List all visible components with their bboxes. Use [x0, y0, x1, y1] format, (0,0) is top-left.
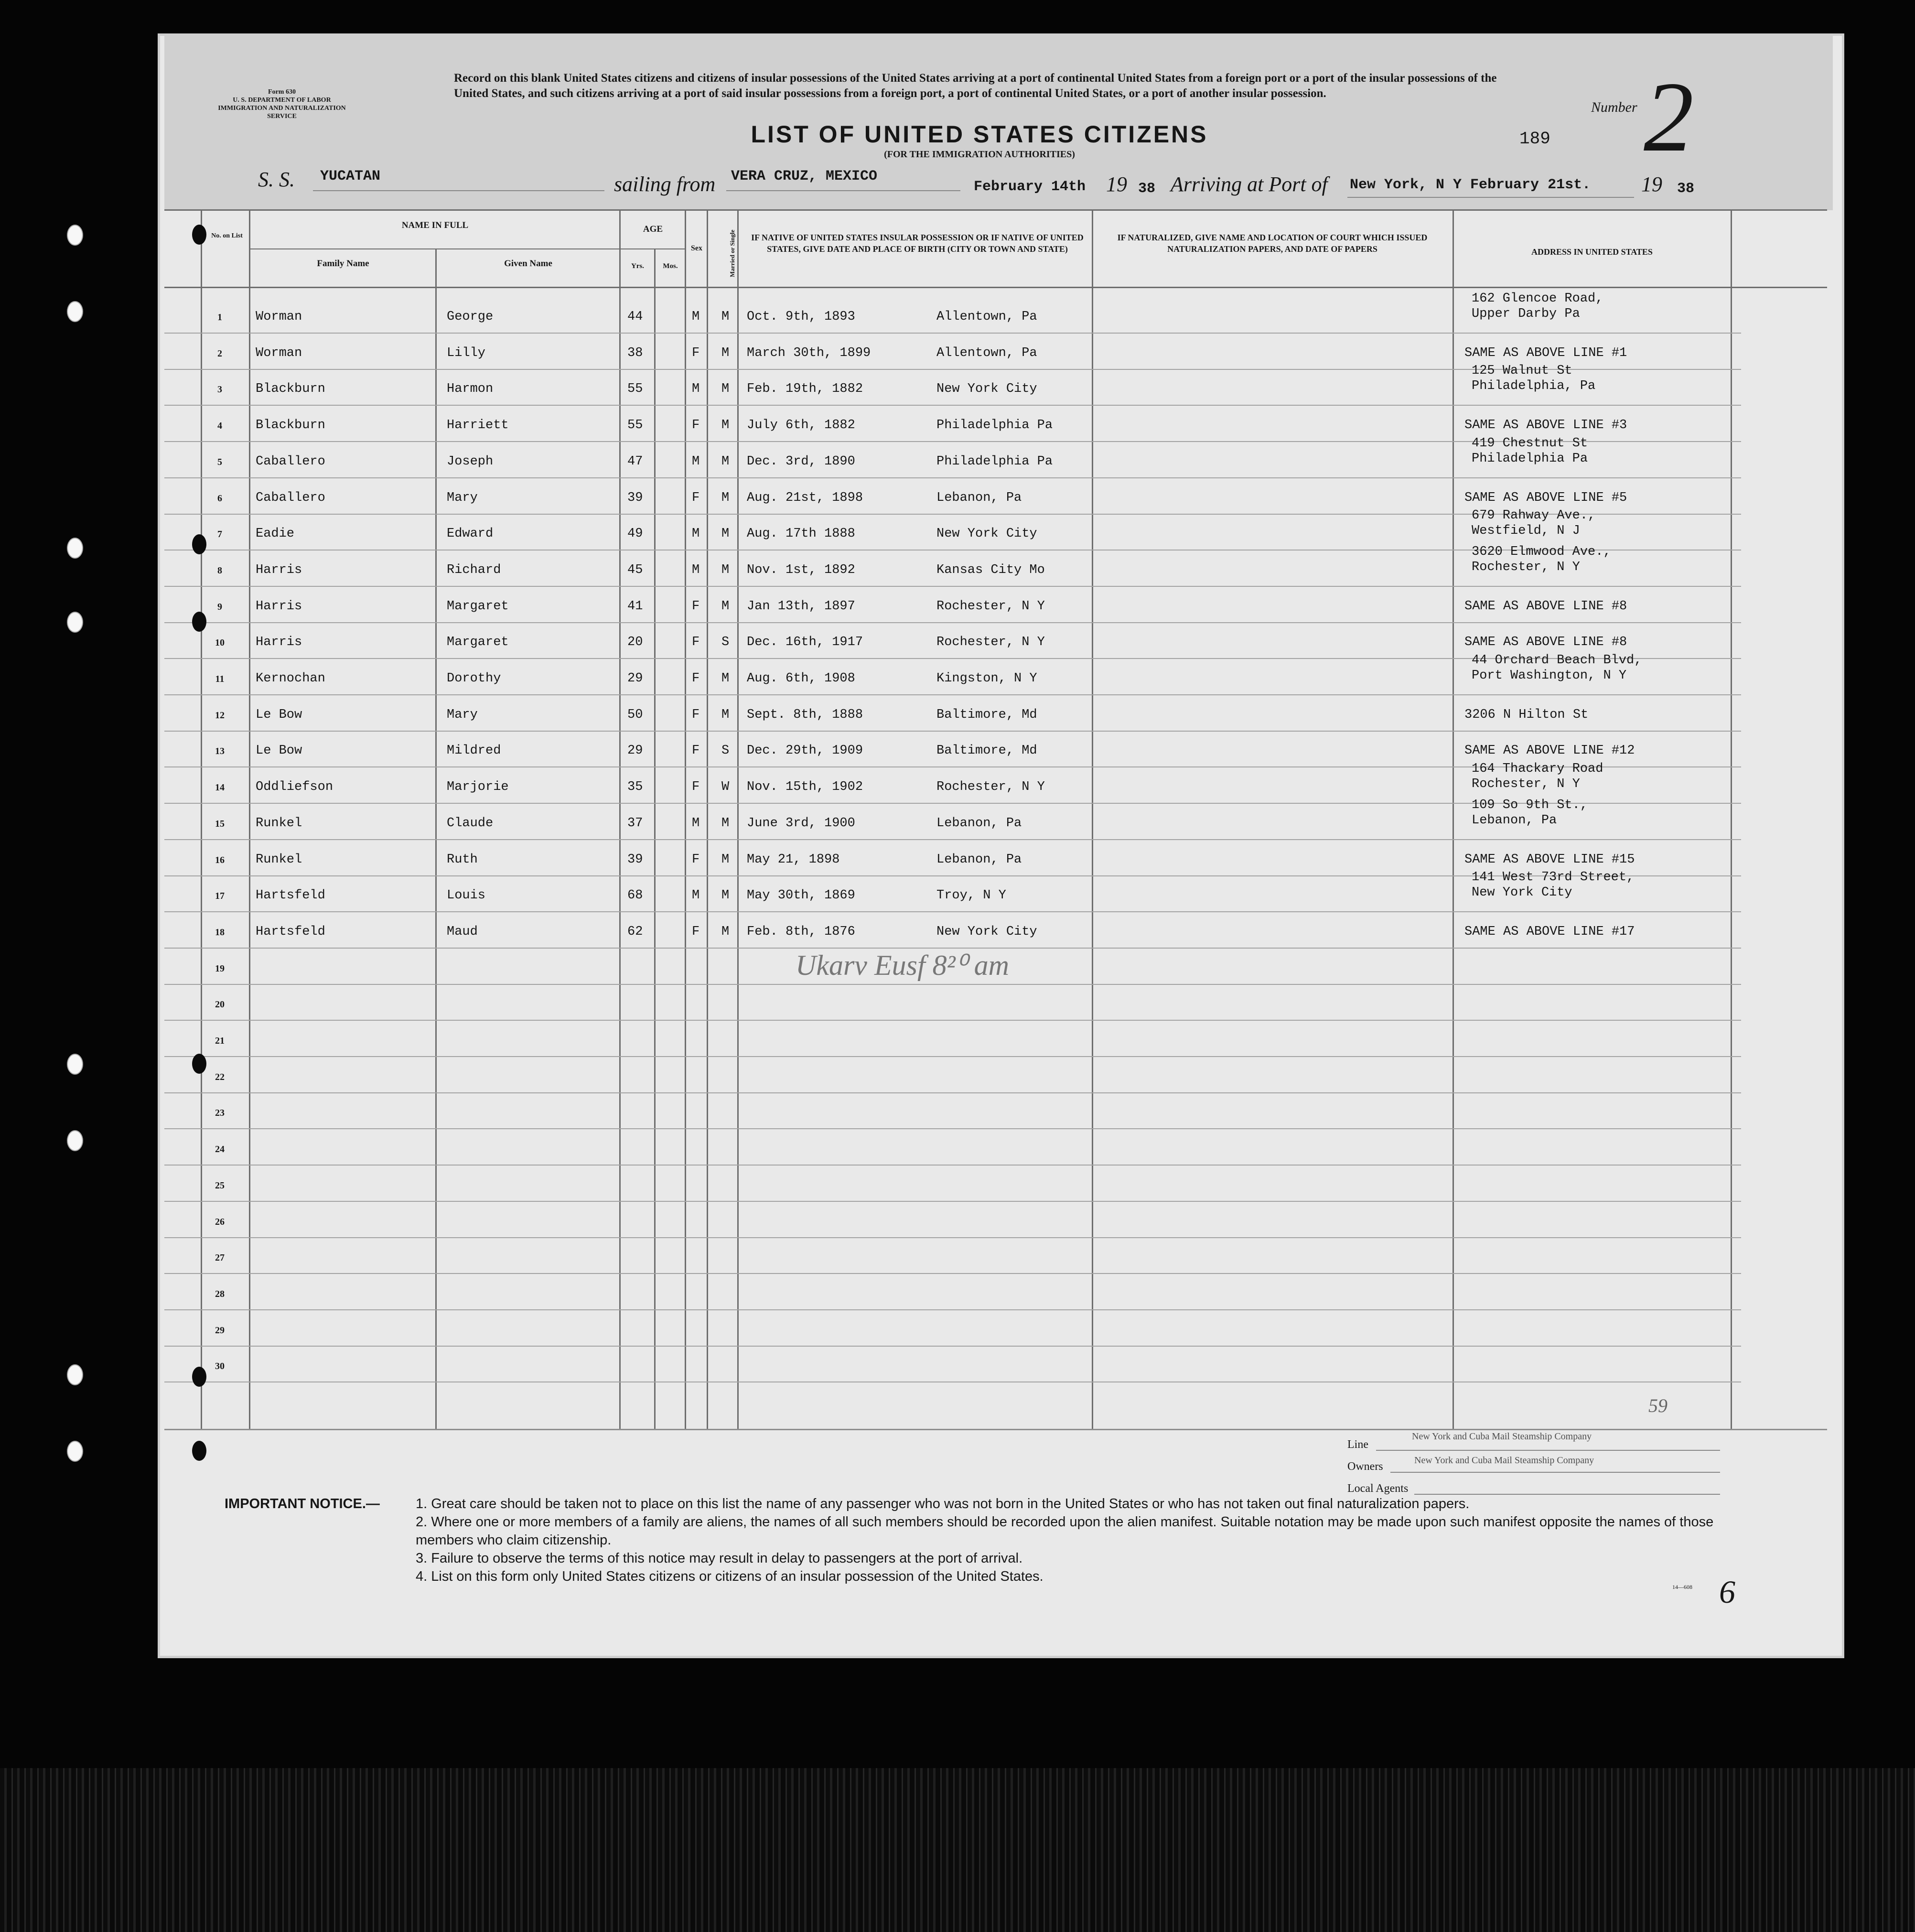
owners-underline [1390, 1472, 1720, 1473]
address-line-2: Port Washington, N Y [1472, 669, 1627, 683]
sex: M [692, 563, 700, 577]
punch-hole [67, 538, 83, 559]
given-name: Lilly [447, 346, 486, 360]
arrival-underline [1347, 197, 1634, 198]
birth-date: Dec. 29th, 1909 [747, 744, 863, 758]
age-years: 37 [627, 816, 643, 831]
age-years: 55 [627, 382, 643, 396]
sex: F [692, 853, 700, 867]
age-years: 39 [627, 491, 643, 505]
birth-place: Allentown, Pa [936, 310, 1037, 324]
row-rule [164, 1309, 1741, 1310]
row-number: 4 [217, 421, 222, 431]
address-line-1: 125 Walnut St [1472, 364, 1572, 378]
given-name: Louis [447, 888, 486, 903]
family-name: Runkel [256, 816, 302, 831]
given-name: Mary [447, 491, 478, 505]
ship-name: YUCATAN [320, 168, 381, 184]
sex: M [692, 310, 700, 324]
family-name: Le Bow [256, 744, 302, 758]
row-rule [164, 622, 1741, 623]
row-rule [164, 911, 1741, 912]
address-line-1: 679 Rahway Ave., [1472, 508, 1596, 523]
row-number: 11 [215, 674, 225, 684]
family-name: Hartsfeld [256, 888, 325, 903]
family-name: Blackburn [256, 418, 325, 432]
row-number: 3 [217, 384, 222, 395]
header-top-rule [164, 209, 1827, 211]
age-years: 50 [627, 708, 643, 722]
row-rule [164, 839, 1741, 840]
owners-label: Owners [1347, 1460, 1383, 1473]
form-number: Form 630 [268, 88, 296, 96]
family-name: Runkel [256, 853, 302, 867]
row-number: 23 [215, 1108, 225, 1118]
given-name: Ruth [447, 853, 478, 867]
arrival-port-date: New York, N Y February 21st. [1350, 177, 1591, 193]
service-name: IMMIGRATION AND NATURALIZATION SERVICE [218, 105, 346, 120]
marital-status: M [721, 599, 730, 614]
address-line-1: 109 So 9th St., [1472, 798, 1588, 812]
rule-address [1731, 209, 1732, 1430]
sex: M [692, 382, 700, 396]
row-number: 17 [215, 891, 225, 901]
row-rule [164, 1092, 1741, 1093]
birth-date: Oct. 9th, 1893 [747, 310, 855, 324]
family-name: Harris [256, 563, 302, 577]
rule-naturalized [1452, 209, 1454, 1430]
row-number: 8 [217, 565, 222, 576]
punch-hole-dark [192, 1367, 206, 1387]
address: SAME AS ABOVE LINE #12 [1464, 744, 1635, 758]
row-rule [164, 984, 1741, 985]
birth-place: Rochester, N Y [936, 599, 1045, 614]
address: SAME AS ABOVE LINE #8 [1464, 599, 1627, 614]
punch-hole [67, 1130, 83, 1151]
punch-hole-dark [192, 534, 206, 554]
birth-date: Aug. 17th 1888 [747, 527, 855, 541]
age-years: 29 [627, 671, 643, 686]
given-name: George [447, 310, 494, 324]
given-name: Mildred [447, 744, 501, 758]
row-number: 14 [215, 782, 225, 793]
birth-date: Aug. 21st, 1898 [747, 491, 863, 505]
departure-port: VERA CRUZ, MEXICO [731, 168, 878, 184]
marital-status: M [721, 491, 730, 505]
film-edge [0, 1768, 1915, 1932]
departure-year: 38 [1138, 181, 1156, 197]
address-line-2: Upper Darby Pa [1472, 307, 1580, 321]
row-rule [164, 1346, 1741, 1347]
line-label: Line [1347, 1438, 1368, 1451]
given-name: Edward [447, 527, 494, 541]
address-line-1: 162 Glencoe Road, [1472, 291, 1603, 306]
col-months: Mos. [663, 262, 678, 270]
address-line-1: 3620 Elmwood Ave., [1472, 545, 1611, 559]
address-line-2: Lebanon, Pa [1472, 813, 1557, 828]
col-address: ADDRESS IN UNITED STATES [1531, 247, 1653, 257]
row-number: 9 [217, 602, 222, 612]
sailing-label: sailing from [614, 173, 716, 196]
birth-date: Jan 13th, 1897 [747, 599, 855, 614]
family-name: Caballero [256, 454, 325, 469]
birth-date: June 3rd, 1900 [747, 816, 855, 831]
marital-status: M [721, 925, 730, 939]
birth-place: New York City [936, 925, 1037, 939]
family-name: Le Bow [256, 708, 302, 722]
year-prefix: 19 [1106, 173, 1127, 196]
page-subtitle: (FOR THE IMMIGRATION AUTHORITIES) [884, 149, 1075, 160]
col-family-name: Family Name [317, 259, 369, 269]
age-years: 20 [627, 635, 643, 649]
row-rule [164, 1056, 1741, 1057]
line-underline [1376, 1450, 1720, 1451]
given-name: Harriett [447, 418, 509, 432]
address: SAME AS ABOVE LINE #8 [1464, 635, 1627, 649]
row-number: 22 [215, 1072, 225, 1082]
punch-hole-dark [192, 1441, 206, 1461]
row-number: 25 [215, 1180, 225, 1191]
address-line-2: Westfield, N J [1472, 524, 1580, 538]
row-rule [164, 694, 1741, 695]
number-label: Number [1591, 99, 1637, 115]
rule-given [619, 209, 621, 1430]
address: SAME AS ABOVE LINE #5 [1464, 491, 1627, 505]
birth-place: Kingston, N Y [936, 671, 1037, 686]
age-years: 38 [627, 346, 643, 360]
address: 3206 N Hilton St [1464, 708, 1589, 722]
form-identifier [208, 88, 356, 120]
birth-date: March 30th, 1899 [747, 346, 871, 360]
notice-heading: IMPORTANT NOTICE.— [225, 1496, 380, 1511]
row-rule [164, 586, 1741, 587]
form-code: 14—608 [1672, 1584, 1692, 1590]
handwritten-note: Ukarv Eusf 8²⁰ am [796, 950, 1009, 981]
age-years: 68 [627, 888, 643, 903]
address-line-1: 419 Chestnut St [1472, 436, 1588, 451]
birth-date: Dec. 16th, 1917 [747, 635, 863, 649]
sex: F [692, 635, 700, 649]
row-number: 24 [215, 1144, 225, 1155]
row-number: 30 [215, 1361, 225, 1371]
birth-place: New York City [936, 527, 1037, 541]
ship-underline [313, 190, 604, 191]
family-name: Harris [256, 635, 302, 649]
header-bottom-rule [164, 287, 1827, 288]
col-name-full: NAME IN FULL [401, 220, 469, 230]
row-rule [164, 477, 1741, 478]
table-bottom-rule [164, 1429, 1827, 1430]
family-name: Worman [256, 310, 302, 324]
sex: F [692, 418, 700, 432]
given-name: Margaret [447, 635, 509, 649]
address-line-2: Rochester, N Y [1472, 560, 1580, 574]
marital-status: M [721, 527, 730, 541]
age-years: 62 [627, 925, 643, 939]
margin-note: 59 [1648, 1395, 1668, 1416]
address-line-2: Philadelphia, Pa [1472, 379, 1596, 393]
birth-place: Lebanon, Pa [936, 816, 1022, 831]
list-number: 2 [1644, 62, 1694, 173]
given-name: Claude [447, 816, 494, 831]
age-years: 45 [627, 563, 643, 577]
row-number: 19 [215, 963, 225, 974]
marital-status: M [721, 563, 730, 577]
age-subheader-rule [620, 248, 686, 249]
row-number: 6 [217, 493, 222, 504]
birth-place: Lebanon, Pa [936, 853, 1022, 867]
col-sex: Sex [691, 244, 702, 252]
row-number: 5 [217, 457, 222, 467]
arrival-year: 38 [1677, 181, 1695, 197]
family-name: Caballero [256, 491, 325, 505]
notice-item-3: 3. Failure to observe the terms of this notice may result in delay to passengers at the port of arrival. [416, 1551, 1023, 1566]
sex: M [692, 527, 700, 541]
age-years: 35 [627, 780, 643, 794]
given-name: Joseph [447, 454, 494, 469]
marital-status: M [721, 418, 730, 432]
family-name: Kernochan [256, 671, 325, 686]
birth-date: Nov. 1st, 1892 [747, 563, 855, 577]
row-number: 1 [217, 312, 222, 323]
rule-birth [1092, 209, 1093, 1430]
family-name: Harris [256, 599, 302, 614]
notice-item-2: 2. Where one or more members of a family are aliens, the names of all such members should be recorded upon the alien manifest. Suitable notation may be made upon such manifest opposite the names of those members who claim citizenship. [416, 1514, 1714, 1548]
address-line-2: Rochester, N Y [1472, 777, 1580, 791]
given-name: Marjorie [447, 780, 509, 794]
punch-hole [67, 612, 83, 633]
row-number: 10 [215, 637, 225, 648]
marital-status: M [721, 708, 730, 722]
sex: M [692, 816, 700, 831]
birth-place: Rochester, N Y [936, 780, 1045, 794]
age-years: 55 [627, 418, 643, 432]
rule-sex [707, 209, 708, 1430]
row-number: 27 [215, 1252, 225, 1263]
age-years: 44 [627, 310, 643, 324]
birth-place: New York City [936, 382, 1037, 396]
sex: M [692, 888, 700, 903]
row-rule [164, 405, 1741, 406]
marital-status: M [721, 382, 730, 396]
family-name: Hartsfeld [256, 925, 325, 939]
page-number: 6 [1719, 1574, 1735, 1610]
age-years: 49 [627, 527, 643, 541]
row-number: 13 [215, 746, 225, 756]
address: SAME AS ABOVE LINE #3 [1464, 418, 1627, 432]
row-rule [164, 731, 1741, 732]
birth-place: Baltimore, Md [936, 708, 1037, 722]
notice-item-1: 1. Great care should be taken not to place on this list the name of any passenger who was not born in the United States or who has not taken out final naturalization papers. [416, 1496, 1470, 1511]
sex: F [692, 671, 700, 686]
punch-hole [67, 1441, 83, 1462]
col-no: No. on List [211, 232, 243, 239]
marital-status: M [721, 454, 730, 469]
birth-date: Sept. 8th, 1888 [747, 708, 863, 722]
row-rule [164, 1128, 1741, 1129]
address: SAME AS ABOVE LINE #17 [1464, 925, 1635, 939]
age-years: 47 [627, 454, 643, 469]
port-underline [726, 190, 960, 191]
row-number: 7 [217, 529, 222, 540]
page-title: LIST OF UNITED STATES CITIZENS [751, 121, 1208, 148]
birth-place: Kansas City Mo [936, 563, 1045, 577]
birth-date: July 6th, 1882 [747, 418, 855, 432]
row-number: 20 [215, 999, 225, 1010]
row-rule [164, 1020, 1741, 1021]
row-number: 29 [215, 1325, 225, 1336]
sex: F [692, 925, 700, 939]
address-line-2: New York City [1472, 885, 1572, 900]
row-number: 26 [215, 1217, 225, 1227]
col-given-name: Given Name [504, 259, 552, 269]
rule-no [249, 209, 250, 1430]
birth-place: Rochester, N Y [936, 635, 1045, 649]
sex: F [692, 744, 700, 758]
ss-label: S. S. [258, 168, 295, 191]
birth-date: May 21, 1898 [747, 853, 840, 867]
row-number: 2 [217, 348, 222, 359]
row-number: 18 [215, 927, 225, 938]
birth-place: Lebanon, Pa [936, 491, 1022, 505]
punch-hole [67, 301, 83, 322]
sex: F [692, 708, 700, 722]
marital-status: W [721, 780, 730, 794]
punch-hole-dark [192, 612, 206, 632]
local-agents-label: Local Agents [1347, 1482, 1409, 1495]
stamp-number: 189 [1519, 129, 1550, 149]
address: SAME AS ABOVE LINE #1 [1464, 346, 1627, 360]
marital-status: M [721, 310, 730, 324]
row-number: 28 [215, 1289, 225, 1299]
row-rule [164, 1165, 1741, 1166]
given-name: Maud [447, 925, 478, 939]
age-years: 41 [627, 599, 643, 614]
line-stamp: New York and Cuba Mail Steamship Company [1412, 1431, 1592, 1442]
address-line-1: 44 Orchard Beach Blvd, [1472, 653, 1642, 668]
arriving-label: Arriving at Port of [1171, 173, 1328, 196]
rule-married [737, 209, 739, 1430]
birth-date: Feb. 8th, 1876 [747, 925, 855, 939]
birth-place: Philadelphia Pa [936, 454, 1053, 469]
marital-status: M [721, 346, 730, 360]
marital-status: M [721, 816, 730, 831]
family-name: Blackburn [256, 382, 325, 396]
row-number: 15 [215, 819, 225, 829]
address-line-1: 141 West 73rd Street, [1472, 870, 1635, 885]
notice-item-4: 4. List on this form only United States citizens or citizens of an insular possession of the United States. [416, 1569, 1044, 1584]
sex: M [692, 454, 700, 469]
sex: F [692, 491, 700, 505]
birth-date: Dec. 3rd, 1890 [747, 454, 855, 469]
row-number: 12 [215, 710, 225, 721]
age-years: 39 [627, 853, 643, 867]
family-name: Eadie [256, 527, 295, 541]
given-name: Harmon [447, 382, 494, 396]
col-birth: IF NATIVE OF UNITED STATES INSULAR POSSESSION OR IF NATIVE OF UNITED STATES, GIVE DATE AND PLACE OF BIRTH (CITY OR TOWN AND STATE) [751, 233, 1084, 254]
marital-status: S [721, 635, 730, 649]
departure-date: February 14th [974, 179, 1086, 195]
owners-stamp: New York and Cuba Mail Steamship Company [1414, 1455, 1594, 1466]
address-line-2: Philadelphia Pa [1472, 452, 1588, 466]
family-name: Oddliefson [256, 780, 334, 794]
punch-hole [67, 225, 83, 246]
marital-status: S [721, 744, 730, 758]
row-rule [164, 1237, 1741, 1238]
punch-hole [67, 1364, 83, 1385]
birth-date: Aug. 6th, 1908 [747, 671, 855, 686]
punch-hole [67, 1054, 83, 1075]
row-number: 21 [215, 1036, 225, 1046]
birth-date: Feb. 19th, 1882 [747, 382, 863, 396]
birth-place: Baltimore, Md [936, 744, 1037, 758]
family-name: Worman [256, 346, 302, 360]
given-name: Richard [447, 563, 501, 577]
col-married-single: Married or Single [729, 229, 736, 277]
row-rule [164, 1201, 1741, 1202]
row-rule [164, 333, 1741, 334]
sex: F [692, 599, 700, 614]
punch-hole-dark [192, 225, 206, 245]
birth-place: Allentown, Pa [936, 346, 1037, 360]
marital-status: M [721, 853, 730, 867]
row-number: 16 [215, 855, 225, 865]
given-name: Mary [447, 708, 478, 722]
given-name: Margaret [447, 599, 509, 614]
row-rule [164, 1273, 1741, 1274]
arrival-year-prefix: 19 [1641, 173, 1662, 196]
col-years: Yrs. [631, 262, 645, 270]
sex: F [692, 780, 700, 794]
col-naturalized: IF NATURALIZED, GIVE NAME AND LOCATION OF COURT WHICH ISSUED NATURALIZATION PAPERS, AND DATE OF PAPERS [1117, 233, 1428, 254]
birth-place: Troy, N Y [936, 888, 1006, 903]
sex: F [692, 346, 700, 360]
form-instructions: Record on this blank United States citizens and citizens of insular possessions of the United States arriving at a port of continental United States from a foreign port or a port of the insular possessions of the United States, and such citizens arriving at a port of said insular possessions from a foreign port, a port of continental United States, or a port of another insular possession. [454, 72, 1497, 100]
birth-place: Philadelphia Pa [936, 418, 1053, 432]
department-name: U. S. DEPARTMENT OF LABOR [233, 97, 331, 104]
birth-date: May 30th, 1869 [747, 888, 855, 903]
age-years: 29 [627, 744, 643, 758]
given-name: Dorothy [447, 671, 501, 686]
punch-hole-dark [192, 1054, 206, 1074]
marital-status: M [721, 671, 730, 686]
address: SAME AS ABOVE LINE #15 [1464, 853, 1635, 867]
col-age: AGE [643, 224, 663, 234]
marital-status: M [721, 888, 730, 903]
address-line-1: 164 Thackary Road [1472, 762, 1603, 776]
rule-mos [685, 209, 686, 1430]
birth-date: Nov. 15th, 1902 [747, 780, 863, 794]
